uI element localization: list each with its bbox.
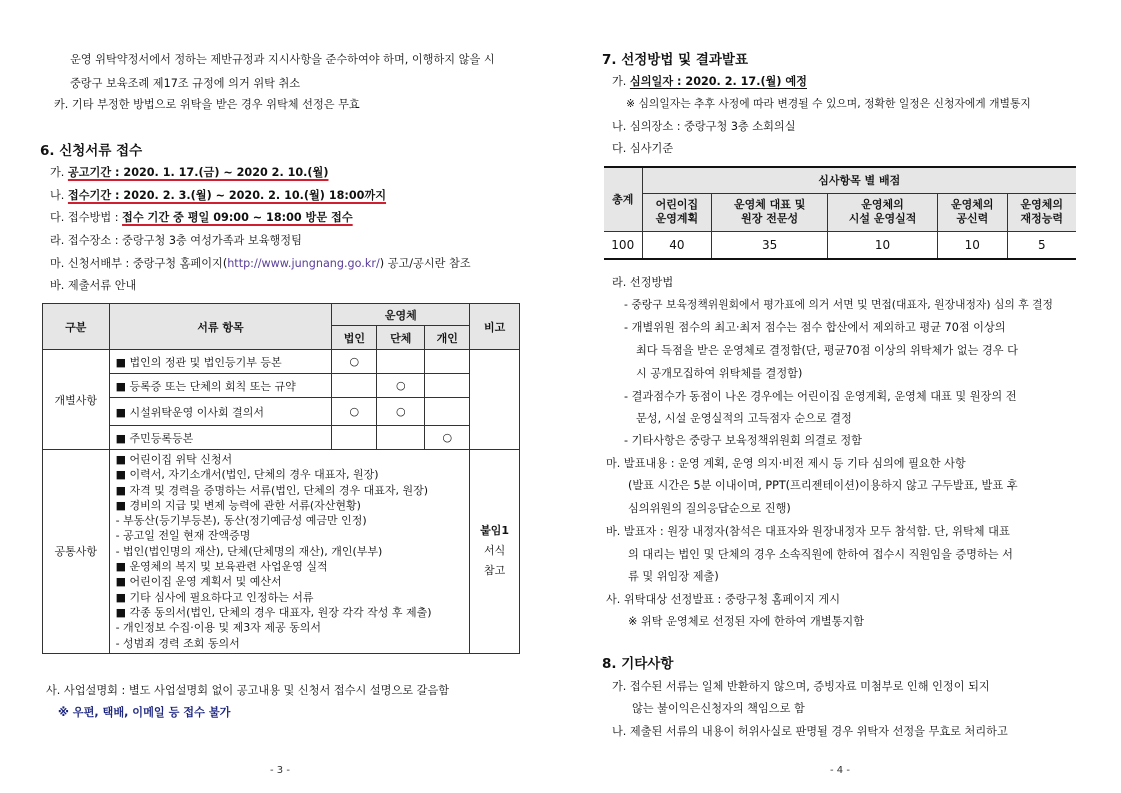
method-3b: 문성, 시설 운영실적의 고득점자 순으로 결정 [636,412,852,425]
score-value: 40 [642,231,712,259]
note-form: 서식 [483,544,506,558]
col-record: 운영체의 시설 운영실적 [828,193,938,231]
note-ref: 참고 [483,564,506,578]
col-corp: 법인 [332,326,377,350]
method-2a: - 개별위원 점수의 최고·최저 점수는 점수 합산에서 제외하고 평균 70점 이상의 [624,321,1006,334]
documents-table [42,303,520,654]
col-item: 서류 항목 [109,304,332,350]
check-mark: ○ [425,426,470,450]
item-ba-2: 의 대리는 법인 및 단체의 경우 소속직원에 한하여 접수시 직원임을 증명하는 서 [628,548,1013,561]
item-ba-1: 바. 발표자 : 원장 내정자(참석은 대표자와 원장내정자 모두 참석함. 단, 위탁체 대표 [606,525,1010,538]
page-number: - 4 - [830,765,850,776]
col-finance: 운영체의 재정능력 [1007,193,1076,231]
list-item: ■ 어린이집 위탁 신청서 [115,453,233,466]
table-row: ■ 등록증 또는 단체의 회칙 또는 규약 [109,374,332,398]
method-2b: 최다 득점을 받은 운영체로 결정함(단, 평균70점 이상의 위탁체가 없는 경우 다 [636,344,1018,357]
reception-method: 접수 기간 중 평일 09:00 ~ 18:00 방문 접수 [122,211,353,224]
section-7-heading: 7. 선정방법 및 결과발표 [602,52,748,68]
intro-line-1: 운영 위탁약정서에서 정하는 제반규정과 지시사항을 준수하여야 하며, 이행하지 않을 시 [70,53,495,66]
col-expertise: 운영체 대표 및 원장 전문성 [712,193,828,231]
note-cell [470,450,520,654]
list-item: - 공고일 전일 현재 잔액증명 [115,529,251,543]
item-ma-2: (발표 시간은 5분 이내이며, PPT(프리젠테이션)이용하지 않고 구두발표, 발표 후 [628,479,1018,492]
check-mark: ○ [332,350,377,374]
item-ba: 바. 제출서류 안내 [50,279,137,292]
section-6-heading: 6. 신청서류 접수 [40,143,143,159]
list-item: - 성범죄 경력 조회 동의서 [115,636,240,650]
item-ka: 카. 기타 부정한 방법으로 위탁을 받은 경우 위탁체 선정은 무효 [54,98,360,111]
item-ra: 라. 접수장소 : 중랑구청 3층 여성가족과 보육행정팀 [50,234,302,247]
note-attach: 붙임1 [480,524,510,538]
method-1: - 중랑구 보육정책위원회에서 평가표에 의거 서면 및 면접(대표자, 원장내정자) 심의 후 결정 [624,298,1053,311]
item-ga: 가. 심의일자 : 2020. 2. 17.(월) 예정 [612,75,807,88]
score-table [604,166,1076,260]
item-na: 나. 접수기간 : 2020. 2. 3.(월) ~ 2020. 2. 10.(월) 18:00까지 [50,189,387,202]
item-sa-note: ※ 위탁 운영체로 선정된 자에 한하여 개별통지함 [628,615,865,628]
item-ba-3: 류 및 위임장 제출) [628,570,719,583]
notice-period: 공고기간 : 2020. 1. 17.(금) ~ 2020 2. 10.(월) [67,166,329,179]
list-item: ■ 자격 및 경력을 증명하는 서류(법인, 단체의 경우 대표자, 원장) [115,483,429,497]
etc-ga-2: 않는 불이익은신청자의 책임으로 함 [632,702,805,715]
item-ma-1: 마. 발표내용 : 운영 계획, 운영 의지·비전 제시 등 기타 심의에 필요한 사항 [606,457,966,470]
item-ga: 가. 공고기간 : 2020. 1. 17.(금) ~ 2020 2. 10.(월) [50,166,329,179]
list-item: - 부동산(등기부등본), 동산(정기예금성 예금만 인정) [115,514,367,528]
section-8-heading: 8. 기타사항 [602,656,674,672]
item-ra: 라. 선정방법 [612,276,674,289]
method-3a: - 결과점수가 동점이 나온 경우에는 어린이집 운영계획, 운영체 대표 및 원장의 전 [624,390,1017,403]
list-item: - 개인정보 수집·이용 및 제3자 제공 동의서 [115,621,322,635]
item-da: 다. 접수방법 : 접수 기간 중 평일 09:00 ~ 18:00 방문 접수 [50,211,353,224]
reception-period: 접수기간 : 2020. 2. 3.(월) ~ 2020. 2. 10.(월) 18:00까지 [67,189,387,202]
page-number: - 3 - [270,765,290,776]
col-indiv: 개인 [425,326,470,350]
check-mark: ○ [377,398,425,426]
col-total: 총계 [604,167,642,231]
col-group: 단체 [377,326,425,350]
etc-ga-1: 가. 접수된 서류는 일체 반환하지 않으며, 증빙자료 미첨부로 인해 인정이 되지 [612,680,990,693]
method-2c: 시 공개모집하여 위탁체를 결정함) [636,367,803,380]
group-individual: 개별사항 [43,350,110,450]
score-value: 10 [828,231,938,259]
check-mark: ○ [332,398,377,426]
score-value: 10 [937,231,1007,259]
col-credibility: 운영체의 공신력 [937,193,1007,231]
item-na: 나. 심의장소 : 중랑구청 3층 소회의실 [612,120,796,133]
col-plan: 어린이집 운영계획 [642,193,712,231]
etc-na: 나. 제출된 서류의 내용이 허위사실로 판명될 경우 위탁자 선정을 무효로 처리하고 [612,725,1008,738]
warning-note: ※ 우편, 택배, 이메일 등 접수 불가 [58,706,231,719]
list-item: ■ 이력서, 자기소개서(법인, 단체의 경우 대표자, 원장) [115,468,379,482]
item-da: 다. 심사기준 [612,142,674,155]
col-note: 비고 [470,304,520,350]
table-row: ■ 시설위탁운영 이사회 결의서 [109,398,332,426]
score-value: 35 [712,231,828,259]
col-operator: 운영체 [332,304,470,326]
intro-line-2: 중랑구 보육조례 제17조 규정에 의거 위탁 취소 [70,77,301,90]
list-item: ■ 경비의 지급 및 변제 능력에 관한 서류(자산현황) [115,498,361,512]
col-alloc: 심사항목 별 배점 [642,167,1076,193]
common-docs-list [109,450,470,654]
homepage-link[interactable]: http://www.jungnang.go.kr/ [227,257,380,270]
method-4: - 기타사항은 중랑구 보육정책위원회 의결로 정함 [624,434,862,447]
col-gubun: 구분 [43,304,110,350]
check-mark: ○ [377,374,425,398]
item-sa: 사. 사업설명회 : 별도 사업설명회 없이 공고내용 및 신청서 접수시 설명으로 갈음함 [46,684,450,697]
list-item: ■ 운영체의 복지 및 보육관련 사업운영 실적 [115,560,328,574]
list-item: - 법인(법인명의 재산), 단체(단체명의 재산), 개인(부부) [115,544,383,558]
item-sa: 사. 위탁대상 선정발표 : 중랑구청 홈페이지 게시 [606,593,840,606]
review-date: 심의일자 : 2020. 2. 17.(월) 예정 [629,75,807,88]
item-ma-3: 심의위원의 질의응답순으로 진행) [628,502,791,515]
table-row: ■ 법인의 정관 및 법인등기부 등본 [109,350,332,374]
group-common: 공통사항 [43,450,110,654]
list-item: ■ 각종 동의서(법인, 단체의 경우 대표자, 원장 각각 작성 후 제출) [115,605,432,619]
review-date-note: ※ 심의일자는 추후 사정에 따라 변경될 수 있으며, 정확한 일정은 신청자에게 개별통지 [626,97,1031,110]
list-item: ■ 어린이집 운영 계획서 및 예산서 [115,575,282,589]
score-total: 100 [604,231,642,259]
item-ma: 마. 신청서배부 : 중랑구청 홈페이지(http://www.jungnang.go.kr/) 공고/공시란 참조 [50,257,471,270]
list-item: ■ 기타 심사에 필요하다고 인정하는 서류 [115,590,314,604]
table-row: ■ 주민등록등본 [109,426,332,450]
score-value: 5 [1007,231,1076,259]
